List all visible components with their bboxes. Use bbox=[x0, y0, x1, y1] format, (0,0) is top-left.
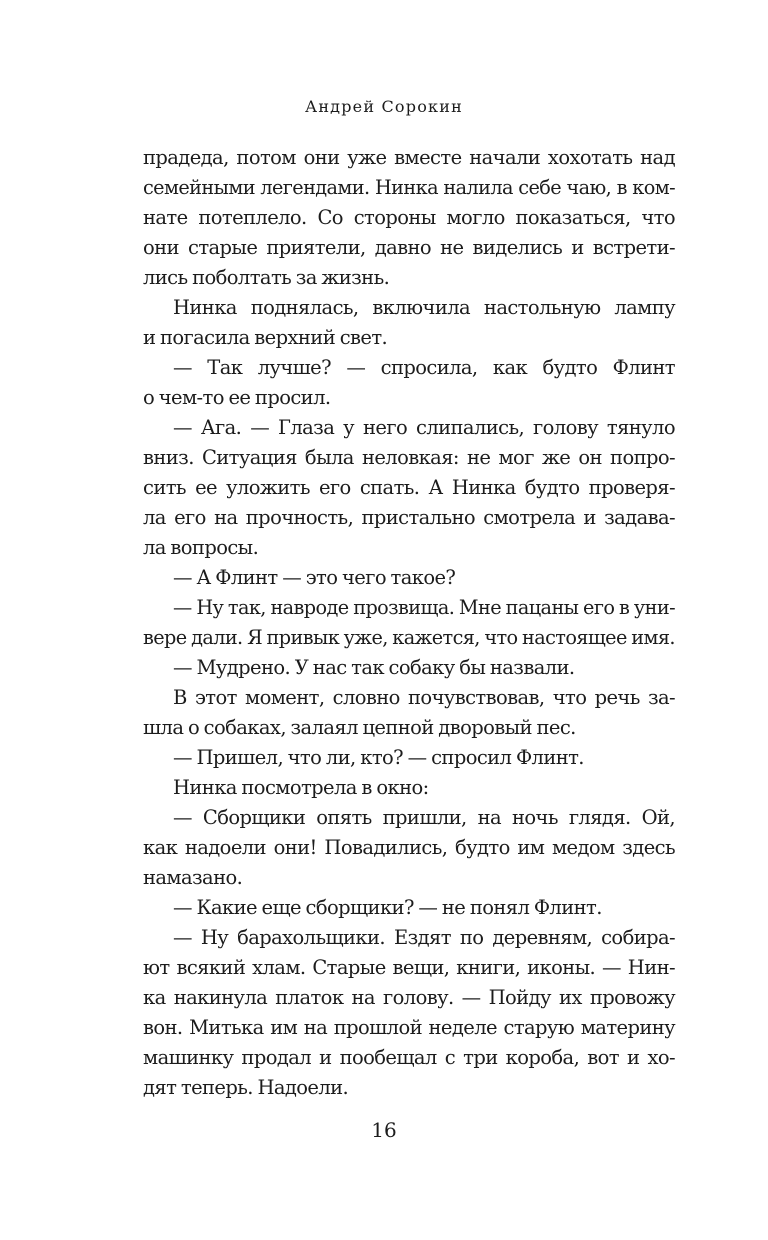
text-line-5: лись поболтать за жизнь. bbox=[143, 266, 390, 289]
text-line-26: — Какие еще сборщики? — не понял Флинт. bbox=[173, 896, 602, 919]
text-line-18: — Мудрено. У нас так собаку бы назвали. bbox=[173, 656, 575, 679]
text-line-2: семейными легендами. Нинка налила себе чаю, в ком- bbox=[143, 176, 675, 199]
text-line-15: — А Флинт — это чего такое? bbox=[173, 566, 456, 589]
text-line-8: — Так лучше? — спросила, как будто Флинт bbox=[173, 356, 675, 379]
text-line-20: шла о собаках, залаял цепной дворовый пес. bbox=[143, 716, 576, 739]
text-line-13: ла его на прочность, пристально смотрела и задава- bbox=[143, 506, 675, 529]
text-line-1: прадеда, потом они уже вместе начали хохотать над bbox=[143, 146, 675, 169]
text-line-25: намазано. bbox=[143, 866, 243, 889]
text-line-17: вере дали. Я привык уже, кажется, что настоящее имя. bbox=[143, 626, 675, 649]
body-text bbox=[143, 143, 675, 1103]
text-line-23: — Сборщики опять пришли, на ночь глядя. Ой, bbox=[173, 806, 675, 829]
text-line-21: — Пришел, что ли, кто? — спросил Флинт. bbox=[173, 746, 584, 769]
text-line-32: дят теперь. Надоели. bbox=[143, 1076, 349, 1099]
text-line-4: они старые приятели, давно не виделись и встрети- bbox=[143, 236, 675, 259]
text-line-16: — Ну так, навроде прозвища. Мне пацаны его в уни- bbox=[173, 596, 675, 619]
text-line-19: В этот момент, словно почувствовав, что речь за- bbox=[173, 686, 675, 709]
text-line-3: нате потеплело. Со стороны могло показаться, что bbox=[143, 206, 675, 229]
text-line-24: как надоели они! Повадились, будто им медом здесь bbox=[143, 836, 675, 859]
text-line-6: Нинка поднялась, включила настольную лампу bbox=[173, 296, 675, 319]
text-line-14: ла вопросы. bbox=[143, 536, 259, 559]
text-line-30: вон. Митька им на прошлой неделе старую материну bbox=[143, 1016, 675, 1039]
page-number: 16 bbox=[371, 1118, 397, 1142]
text-line-9: о чем-то ее просил. bbox=[143, 386, 331, 409]
text-line-11: вниз. Ситуация была неловкая: не мог же он попро- bbox=[143, 446, 675, 469]
text-line-29: ка накинула платок на голову. — Пойду их провожу bbox=[143, 986, 675, 1009]
text-line-27: — Ну барахольщики. Ездят по деревням, собира- bbox=[173, 926, 675, 949]
text-line-31: машинку продал и пообещал с три короба, вот и хо- bbox=[143, 1046, 675, 1069]
text-line-7: и погасила верхний свет. bbox=[143, 326, 388, 349]
text-line-12: сить ее уложить его спать. А Нинка будто проверя- bbox=[143, 476, 675, 499]
text-line-22: Нинка посмотрела в окно: bbox=[173, 776, 429, 799]
text-line-28: ют всякий хлам. Старые вещи, книги, иконы. — Нин- bbox=[143, 956, 675, 979]
text-line-10: — Ага. — Глаза у него слипались, голову тянуло bbox=[173, 416, 675, 439]
running-head: Андрей Сорокин bbox=[305, 97, 463, 116]
